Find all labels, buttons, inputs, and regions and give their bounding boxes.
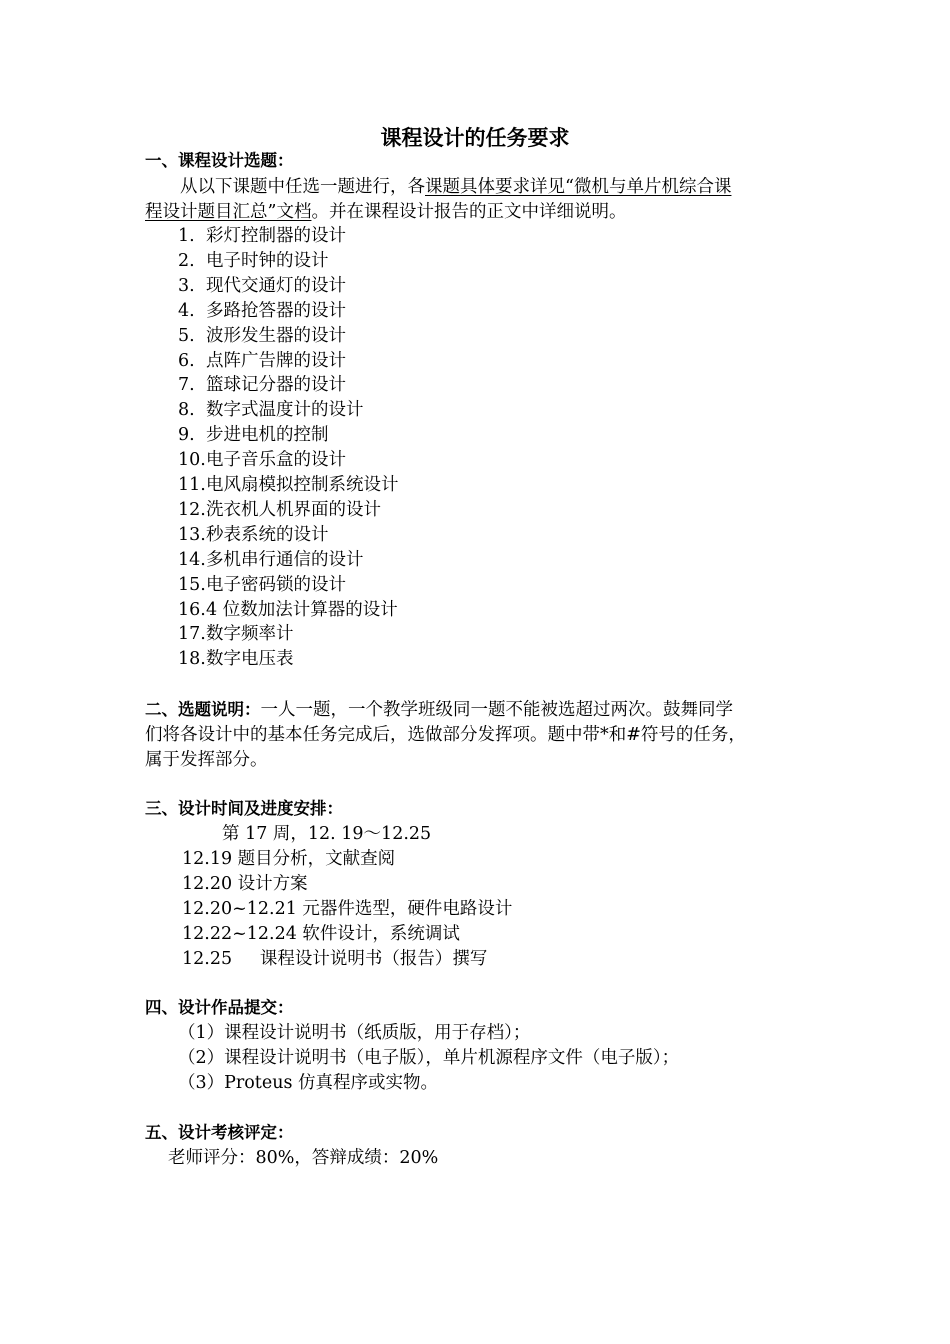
section2-line3: 属于发挥部分。: [145, 750, 268, 770]
topic-item: [178, 324, 346, 348]
topic-title: 彩灯控制器的设计: [206, 226, 346, 246]
submission-item: （2）课程设计说明书（电子版），单片机源程序文件（电子版）；: [178, 1048, 680, 1068]
topic-number: 14.: [178, 549, 206, 570]
topic-title: 多机串行通信的设计: [206, 549, 364, 570]
section4-heading: 四、设计作品提交：: [145, 998, 294, 1017]
topic-title: 电子时钟的设计: [206, 250, 329, 271]
section1-heading: 一、课程设计选题：: [145, 151, 294, 170]
topic-number: 6.: [178, 350, 195, 371]
section2-line2: 们将各设计中的基本任务完成后，选做部分发挥项。题中带*和#符号的任务，: [145, 725, 746, 745]
schedule-week: 第 17 周，12. 19～12.25: [222, 824, 432, 844]
topic-number: 15.: [178, 574, 206, 595]
submission-item: （1）课程设计说明书（纸质版，用于存档）；: [178, 1023, 531, 1043]
topic-item: [178, 647, 294, 671]
topic-item: [178, 523, 329, 547]
topic-item: [178, 622, 294, 646]
section5-heading: 五、设计考核评定：: [145, 1123, 294, 1142]
topic-item: [178, 423, 329, 447]
topic-title: 数字式温度计的设计: [206, 400, 364, 421]
section1-intro-line1: 从以下课题中任选一题进行，各课题具体要求详见“微机与单片机综合课: [180, 177, 732, 197]
topic-item: [178, 349, 346, 373]
topic-title: 点阵广告牌的设计: [206, 350, 346, 371]
topic-title: 数字频率计: [206, 624, 294, 645]
topic-title: 电风扇模拟控制系统设计: [206, 475, 399, 495]
topic-number: 8.: [178, 400, 195, 421]
section2-heading: 二、选题说明：: [145, 700, 261, 719]
schedule-row: 12.20~12.21 元器件选型，硬件电路设计: [182, 899, 513, 919]
topic-title: 篮球记分器的设计: [206, 375, 346, 396]
topic-number: 12.: [178, 499, 206, 520]
topic-number: 10.: [178, 450, 206, 471]
topic-number: 11.: [178, 475, 206, 495]
topic-number: 17.: [178, 624, 206, 645]
schedule-row: 12.19 题目分析，文献查阅: [182, 849, 396, 869]
topic-item: [178, 224, 346, 248]
assessment-text: 老师评分：80%，答辩成绩：20%: [168, 1148, 439, 1168]
topic-number: 3.: [178, 275, 195, 296]
topic-title: 现代交通灯的设计: [206, 275, 346, 296]
topic-title: 洗衣机人机界面的设计: [206, 499, 381, 520]
topic-number: 2.: [178, 250, 195, 271]
topic-item: [178, 573, 346, 597]
topic-item: [178, 473, 399, 497]
topic-item: [178, 299, 346, 323]
topic-item: [178, 498, 381, 522]
topic-title: 步进电机的控制: [206, 425, 329, 446]
page-title: 课程设计的任务要求: [380, 126, 570, 150]
submission-item: （3）Proteus 仿真程序或实物。: [178, 1073, 439, 1093]
topic-title: 电子音乐盒的设计: [206, 450, 346, 471]
topic-title: 4 位数加法计算器的设计: [206, 599, 398, 620]
topic-title: 多路抢答器的设计: [206, 300, 346, 321]
schedule-row: 12.22~12.24 软件设计，系统调试: [182, 924, 460, 944]
section2-line1: 二、选题说明：一人一题，一个教学班级同一题不能被选超过两次。鼓舞同学: [145, 700, 733, 720]
topic-item: [178, 448, 346, 472]
schedule-row: 12.25 课程设计说明书（报告）撰写: [182, 949, 488, 969]
schedule-row: 12.20 设计方案: [182, 874, 308, 894]
topic-number: 5.: [178, 325, 195, 346]
topic-number: 4.: [178, 300, 195, 321]
topic-number: 16.: [178, 599, 206, 620]
topic-number: 18.: [178, 649, 206, 670]
topic-number: 13.: [178, 524, 206, 545]
topic-item: [178, 548, 364, 572]
topic-title: 秒表系统的设计: [206, 524, 329, 545]
section3-heading: 三、设计时间及进度安排：: [145, 799, 343, 818]
topic-number: 9.: [178, 425, 195, 446]
topic-number: 1.: [178, 226, 195, 246]
topic-title: 电子密码锁的设计: [206, 574, 346, 595]
topic-title: 数字电压表: [206, 649, 294, 670]
topic-item: [178, 598, 398, 622]
topic-number: 7.: [178, 375, 195, 396]
topic-item: [178, 373, 346, 397]
section1-intro-line2: 程设计题目汇总”文档。并在课程设计报告的正文中详细说明。: [145, 202, 627, 222]
topic-item: [178, 274, 346, 298]
topic-item: [178, 398, 364, 422]
topic-item: [178, 249, 329, 273]
topic-title: 波形发生器的设计: [206, 325, 346, 346]
